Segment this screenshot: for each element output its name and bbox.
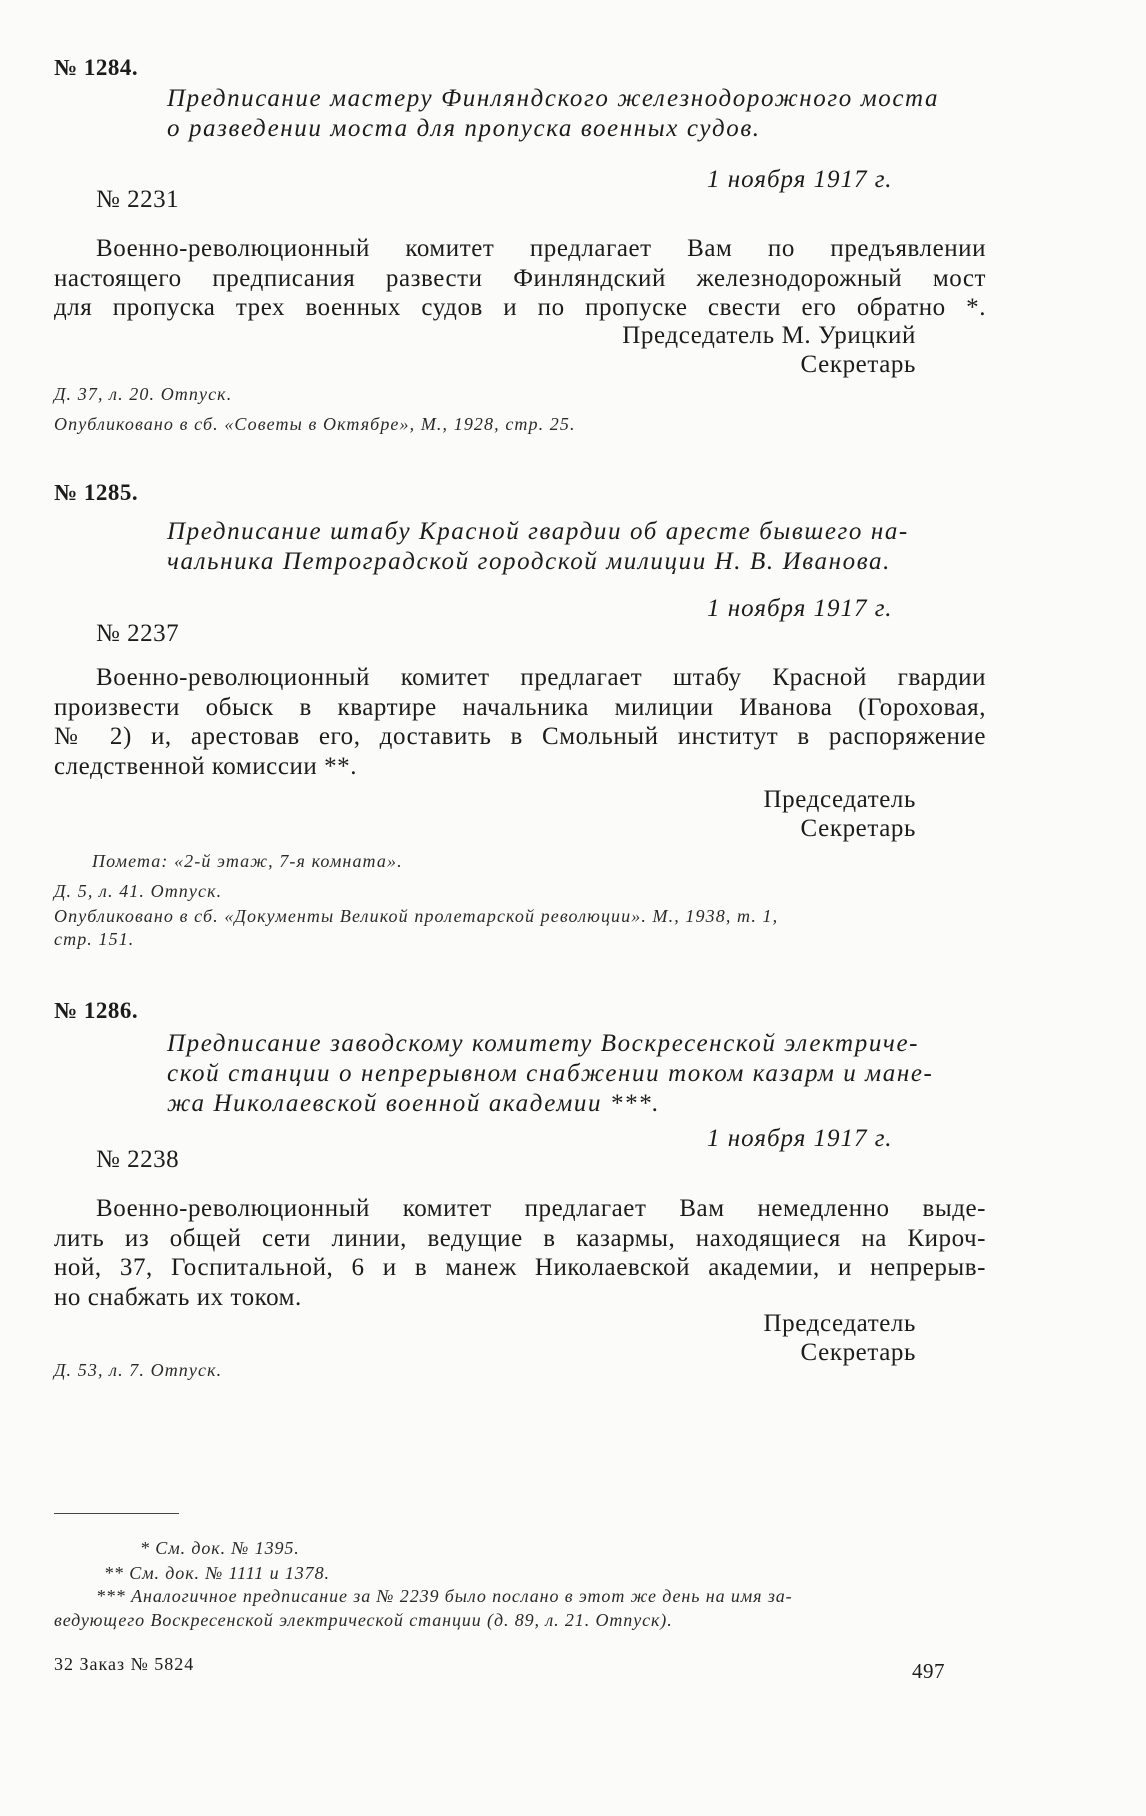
body-line: Военно-революционный комитет предлагает штабу Красной гвардии	[96, 664, 986, 691]
document-title	[167, 517, 987, 577]
footnote: ведующего Воскресенской электрической станции (д. 89, л. 21. Отпуск).	[54, 1610, 673, 1630]
document-body	[54, 234, 986, 323]
document-date: 1 ноября 1917 г.	[707, 1125, 893, 1152]
publication-note: стр. 151.	[54, 929, 135, 949]
body-line: для пропуска трех военных судов и по пропуске свести его обратно *.	[54, 294, 986, 321]
source-note: Д. 37, л. 20. Отпуск.	[54, 384, 233, 404]
body-line: Военно-революционный комитет предлагает Вам немедленно выде-	[96, 1195, 986, 1222]
print-order-mark: 32 Заказ № 5824	[54, 1654, 195, 1674]
signature-chairman: Председатель М. Урицкий	[622, 322, 916, 349]
registration-number: № 2238	[96, 1146, 180, 1173]
publication-note: Опубликовано в сб. «Документы Великой пролетарской революции». М., 1938, т. 1,	[54, 906, 779, 926]
title-line: чальника Петроградской городской милиции Н. В. Иванова.	[167, 548, 891, 575]
page-number: 497	[912, 1659, 945, 1683]
document-title	[167, 1029, 987, 1119]
body-line: лить из общей сети линии, ведущие в казармы, находящиеся на Кироч-	[54, 1224, 986, 1252]
signature-secretary: Секретарь	[800, 1339, 916, 1366]
title-line: Предписание штабу Красной гвардии об аресте бывшего на-	[167, 518, 909, 545]
registration-number: № 2231	[96, 186, 180, 213]
document-number: № 1284.	[54, 55, 139, 80]
footnote: *** Аналогичное предписание за № 2239 было послано в этот же день на имя за-	[96, 1586, 793, 1606]
source-note: Д. 5, л. 41. Отпуск.	[54, 881, 223, 901]
body-line: но снабжать их током.	[54, 1283, 302, 1311]
signature-secretary: Секретарь	[800, 351, 916, 378]
body-line: Военно-революционный комитет предлагает Вам по предъявлении	[96, 235, 986, 262]
title-line: Предписание мастеру Финляндского железнодорожного моста	[167, 85, 940, 112]
body-line: следственной комиссии **.	[54, 752, 358, 780]
footnote: * См. док. № 1395.	[140, 1538, 300, 1558]
document-body	[54, 663, 986, 781]
title-line: Предписание заводскому комитету Воскресенской электриче-	[167, 1030, 920, 1057]
body-line: произвести обыск в квартире начальника милиции Иванова (Гороховая,	[54, 693, 986, 721]
document-number: № 1286.	[54, 998, 139, 1023]
signature-chairman: Председатель	[763, 786, 916, 813]
registration-number: № 2237	[96, 620, 180, 647]
document-number: № 1285.	[54, 480, 139, 505]
body-line: настоящего предписания развести Финляндский железнодорожный мост	[54, 264, 986, 292]
body-line: № 2) и, арестовав его, доставить в Смольный институт в распоряжение	[54, 723, 986, 750]
footnote: ** См. док. № 1111 и 1378.	[104, 1563, 330, 1583]
document-date: 1 ноября 1917 г.	[707, 595, 893, 622]
footnote-separator	[54, 1513, 179, 1514]
signature-secretary: Секретарь	[800, 815, 916, 842]
body-line: ной, 37, Госпитальной, 6 и в манеж Николаевской академии, и непрерыв-	[54, 1254, 986, 1281]
document-title	[167, 84, 977, 144]
publication-note: Опубликовано в сб. «Советы в Октябре», М., 1928, стр. 25.	[54, 414, 576, 434]
annotation-note: Помета: «2-й этаж, 7-я комната».	[92, 851, 403, 871]
signature-chairman: Председатель	[763, 1310, 916, 1337]
source-note: Д. 53, л. 7. Отпуск.	[54, 1360, 223, 1380]
document-date: 1 ноября 1917 г.	[707, 166, 893, 193]
title-line: о разведении моста для пропуска военных судов.	[167, 115, 761, 142]
title-line: жа Николаевской военной академии ***.	[167, 1090, 661, 1117]
title-line: ской станции о непрерывном снабжении током казарм и мане-	[167, 1060, 934, 1087]
document-body	[54, 1194, 986, 1312]
